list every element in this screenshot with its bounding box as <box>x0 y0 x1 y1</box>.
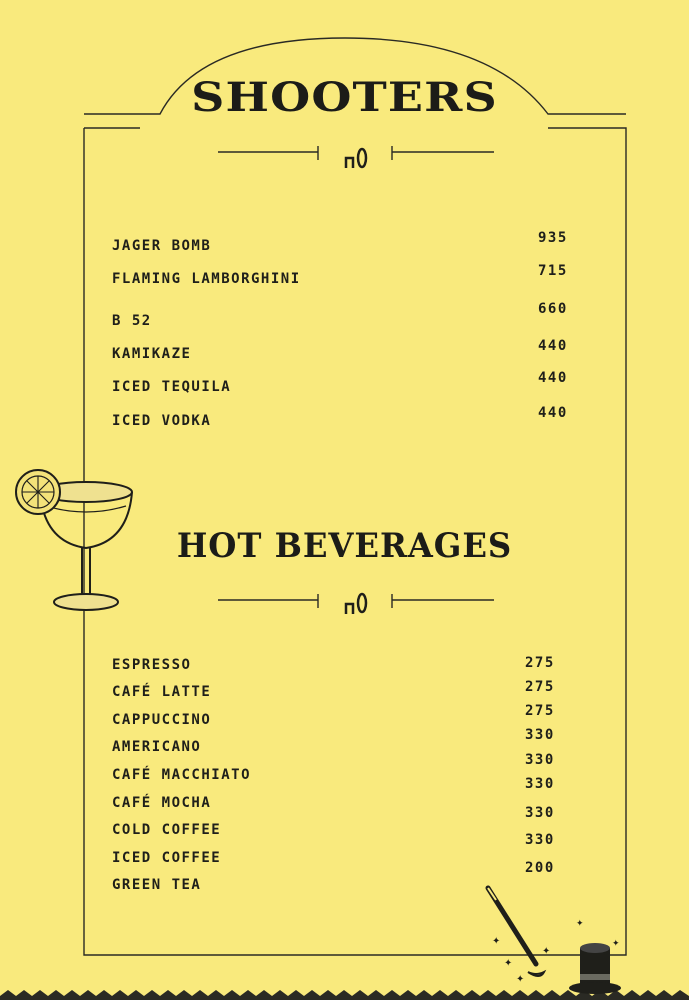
menu-item-name: COLD COFFEE <box>112 822 222 838</box>
svg-text:✦: ✦ <box>516 974 525 985</box>
menu-item-name: B 52 <box>112 313 152 329</box>
svg-text:✦: ✦ <box>542 946 551 957</box>
menu-item-name: JAGER BOMB <box>112 238 212 254</box>
menu-item-price: 935 <box>538 230 568 246</box>
menu-item-price: 330 <box>525 752 555 768</box>
menu-item-price: 275 <box>525 703 555 719</box>
menu-item-price: 330 <box>525 727 555 743</box>
section-title-hot-beverages: HOT BEVERAGES <box>176 526 513 566</box>
svg-text:✦: ✦ <box>612 939 620 949</box>
menu-item-price: 330 <box>525 832 555 848</box>
menu-item-name: ICED VODKA <box>112 413 212 429</box>
menu-item-price: 330 <box>525 805 555 821</box>
menu-item-price: 440 <box>538 338 568 354</box>
menu-item-name: ICED COFFEE <box>112 850 222 866</box>
section-title-shooters: SHOOTERS <box>191 74 498 121</box>
menu-item-name: ESPRESSO <box>112 657 192 673</box>
menu-item-name: CAFÉ LATTE <box>112 684 212 700</box>
ornament-divider-icon <box>346 594 366 614</box>
menu-item-name: CAFÉ MOCHA <box>112 795 212 811</box>
menu-item-name: CAPPUCCINO <box>112 712 212 728</box>
ornament-divider-icon <box>346 149 366 168</box>
menu-item-name: ICED TEQUILA <box>112 379 232 395</box>
menu-item-name: FLAMING LAMBORGHINI <box>112 271 301 287</box>
menu-item-price: 330 <box>525 776 555 792</box>
svg-text:✦: ✦ <box>576 919 584 929</box>
menu-item-price: 440 <box>538 405 568 421</box>
menu-item-name: KAMIKAZE <box>112 346 192 362</box>
menu-item-name: CAFÉ MACCHIATO <box>112 767 252 783</box>
top-hat-icon <box>560 912 630 1000</box>
menu-item-price: 275 <box>525 655 555 671</box>
menu-item-price: 200 <box>525 860 555 876</box>
menu-item-price: 275 <box>525 679 555 695</box>
svg-text:✦: ✦ <box>492 936 501 947</box>
menu-item-name: AMERICANO <box>112 739 202 755</box>
menu-item-price: 715 <box>538 263 568 279</box>
menu-item-name: GREEN TEA <box>112 877 202 893</box>
menu-item-price: 440 <box>538 370 568 386</box>
svg-text:✦: ✦ <box>504 958 513 969</box>
magic-wand-icon <box>476 880 556 990</box>
menu-item-price: 660 <box>538 301 568 317</box>
